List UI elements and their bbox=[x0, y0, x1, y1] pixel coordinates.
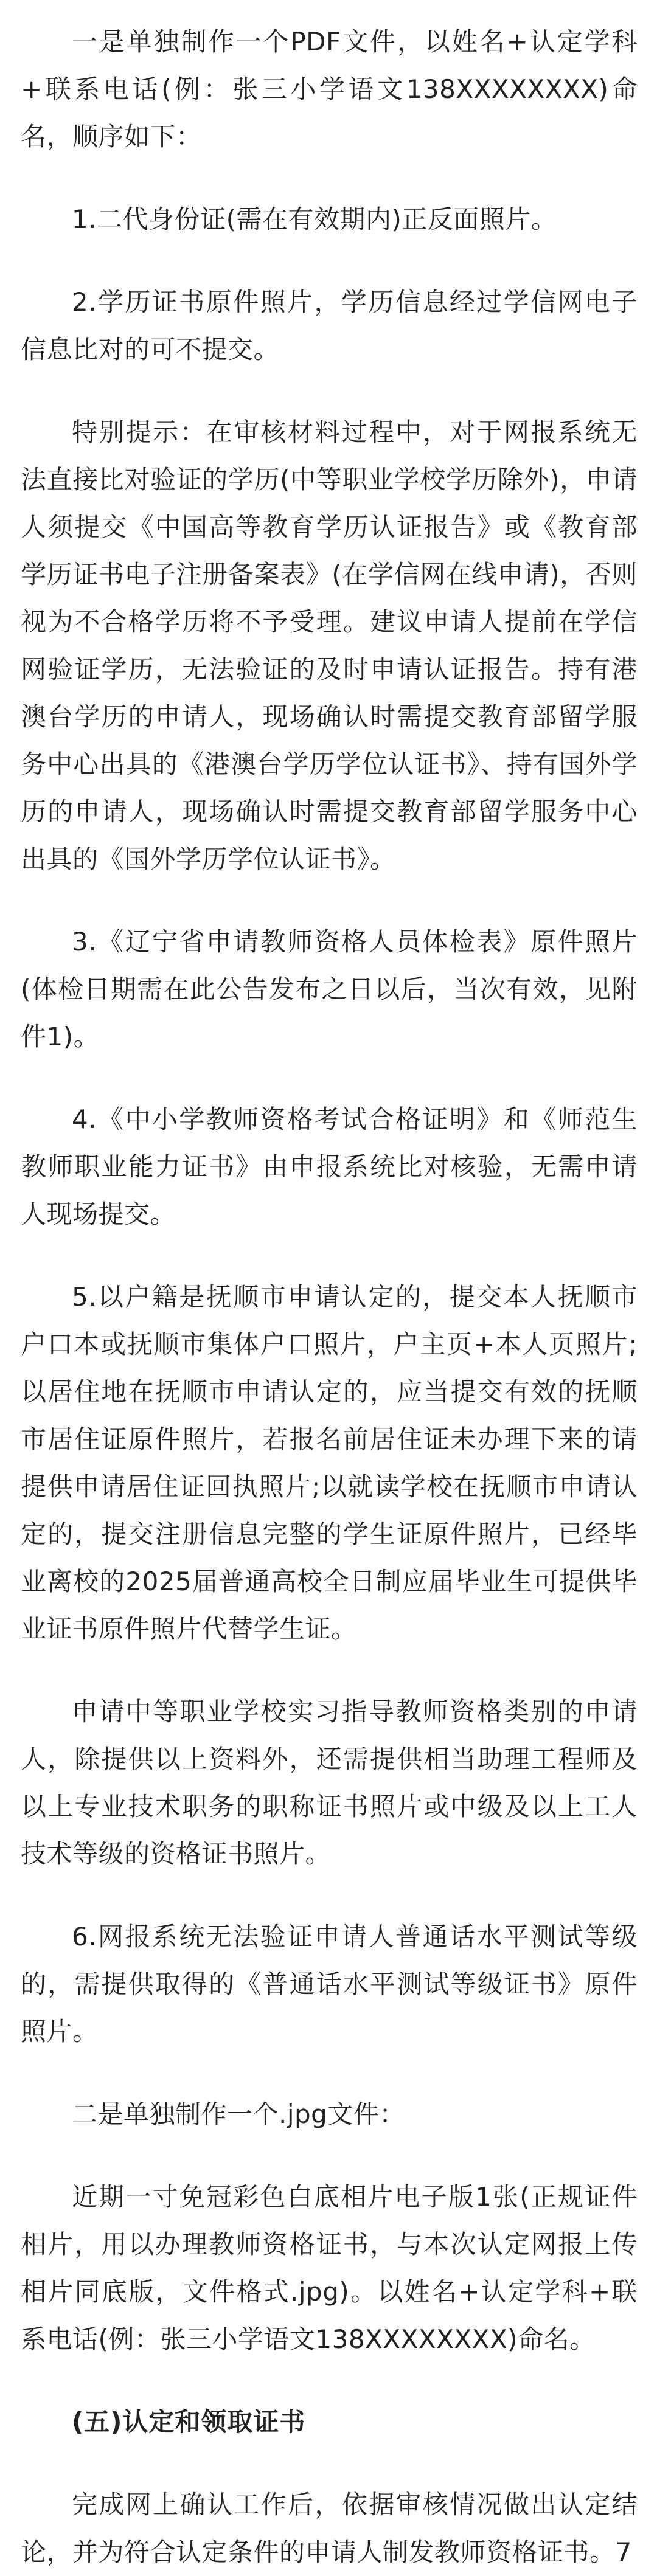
paragraph-item-1-id-card: 1.二代身份证(需在有效期内)正反面照片。 bbox=[72, 204, 557, 234]
paragraph-special-notice: 特别提示：在审核材料过程中，对于网报系统无法直接比对验证的学历(中等职业学校学历除外)，申请人须提交《中国高等教育学历认证报告》或《教育部学历证书电子注册备案表》(在学信网在线申请)，否则视为不合格学历将不予受理。建议申请人提前在学信网验证学历，无法验证的及时申请认证报告。持有港澳台学历的申请人，现场确认时需提交教育部留学服务中心出具的《港澳台学历学位认证书》、持有国外学历的申请人，现场确认时需提交教育部留学服务中心出具的《国外学历学位认证书》。 bbox=[21, 417, 638, 874]
paragraph-photo-requirements: 近期一寸免冠彩色白底相片电子版1张(正规证件相片，用以办理教师资格证书，与本次认定网报上传相片同底版，文件格式.jpg)。以姓名+认定学科+联系电话(例：张三小学语文138XXXXXXXX)命名。 bbox=[21, 2182, 638, 2354]
paragraph-pdf-file-intro: 一是单独制作一个PDF文件，以姓名+认定学科+联系电话(例：张三小学语文138XXXXXXXX)命名，顺序如下： bbox=[21, 27, 638, 151]
paragraph-item-2-diploma: 2.学历证书原件照片，学历信息经过学信网电子信息比对的可不提交。 bbox=[21, 287, 638, 364]
paragraph-vocational-instructor: 申请中等职业学校实习指导教师资格类别的申请人，除提供以上资料外，还需提供相当助理工程师及以上专业技术职务的职称证书照片或中级及以上工人技术等级的资格证书照片。 bbox=[21, 1697, 638, 1869]
paragraph-item-3-health-form: 3.《辽宁省申请教师资格人员体检表》原件照片(体检日期需在此公告发布之日以后，当次有效，见附件1)。 bbox=[21, 927, 638, 1051]
section-heading-certification: (五)认定和领取证书 bbox=[72, 2407, 306, 2437]
paragraph-item-5-residence: 5.以户籍是抚顺市申请认定的，提交本人抚顺市户口本或抚顺市集体户口照片，户主页+本人页照片;以居住地在抚顺市申请认定的，应当提交有效的抚顺市居住证原件照片，若报名前居住证未办理下来的请提供申请居住证回执照片;以就读学校在抚顺市申请认定的，提交注册信息完整的学生证原件照片，已经毕业离校的2025届普通高校全日制应届毕业生可提供毕业证书原件照片代替学生证。 bbox=[21, 1282, 638, 1644]
paragraph-item-6-mandarin: 6.网报系统无法验证申请人普通话水平测试等级的，需提供取得的《普通话水平测试等级证书》原件照片。 bbox=[21, 1922, 638, 2046]
paragraph-item-4-exam-certificate: 4.《中小学教师资格考试合格证明》和《师范生教师职业能力证书》由申报系统比对核验，无需申请人现场提交。 bbox=[21, 1104, 638, 1229]
paragraph-certification-process: 完成网上确认工作后，依据审核情况做出认定结论，并为符合认定条件的申请人制发教师资格证书。7 bbox=[21, 2490, 638, 2567]
paragraph-jpg-file-intro: 二是单独制作一个.jpg文件： bbox=[72, 2099, 405, 2129]
